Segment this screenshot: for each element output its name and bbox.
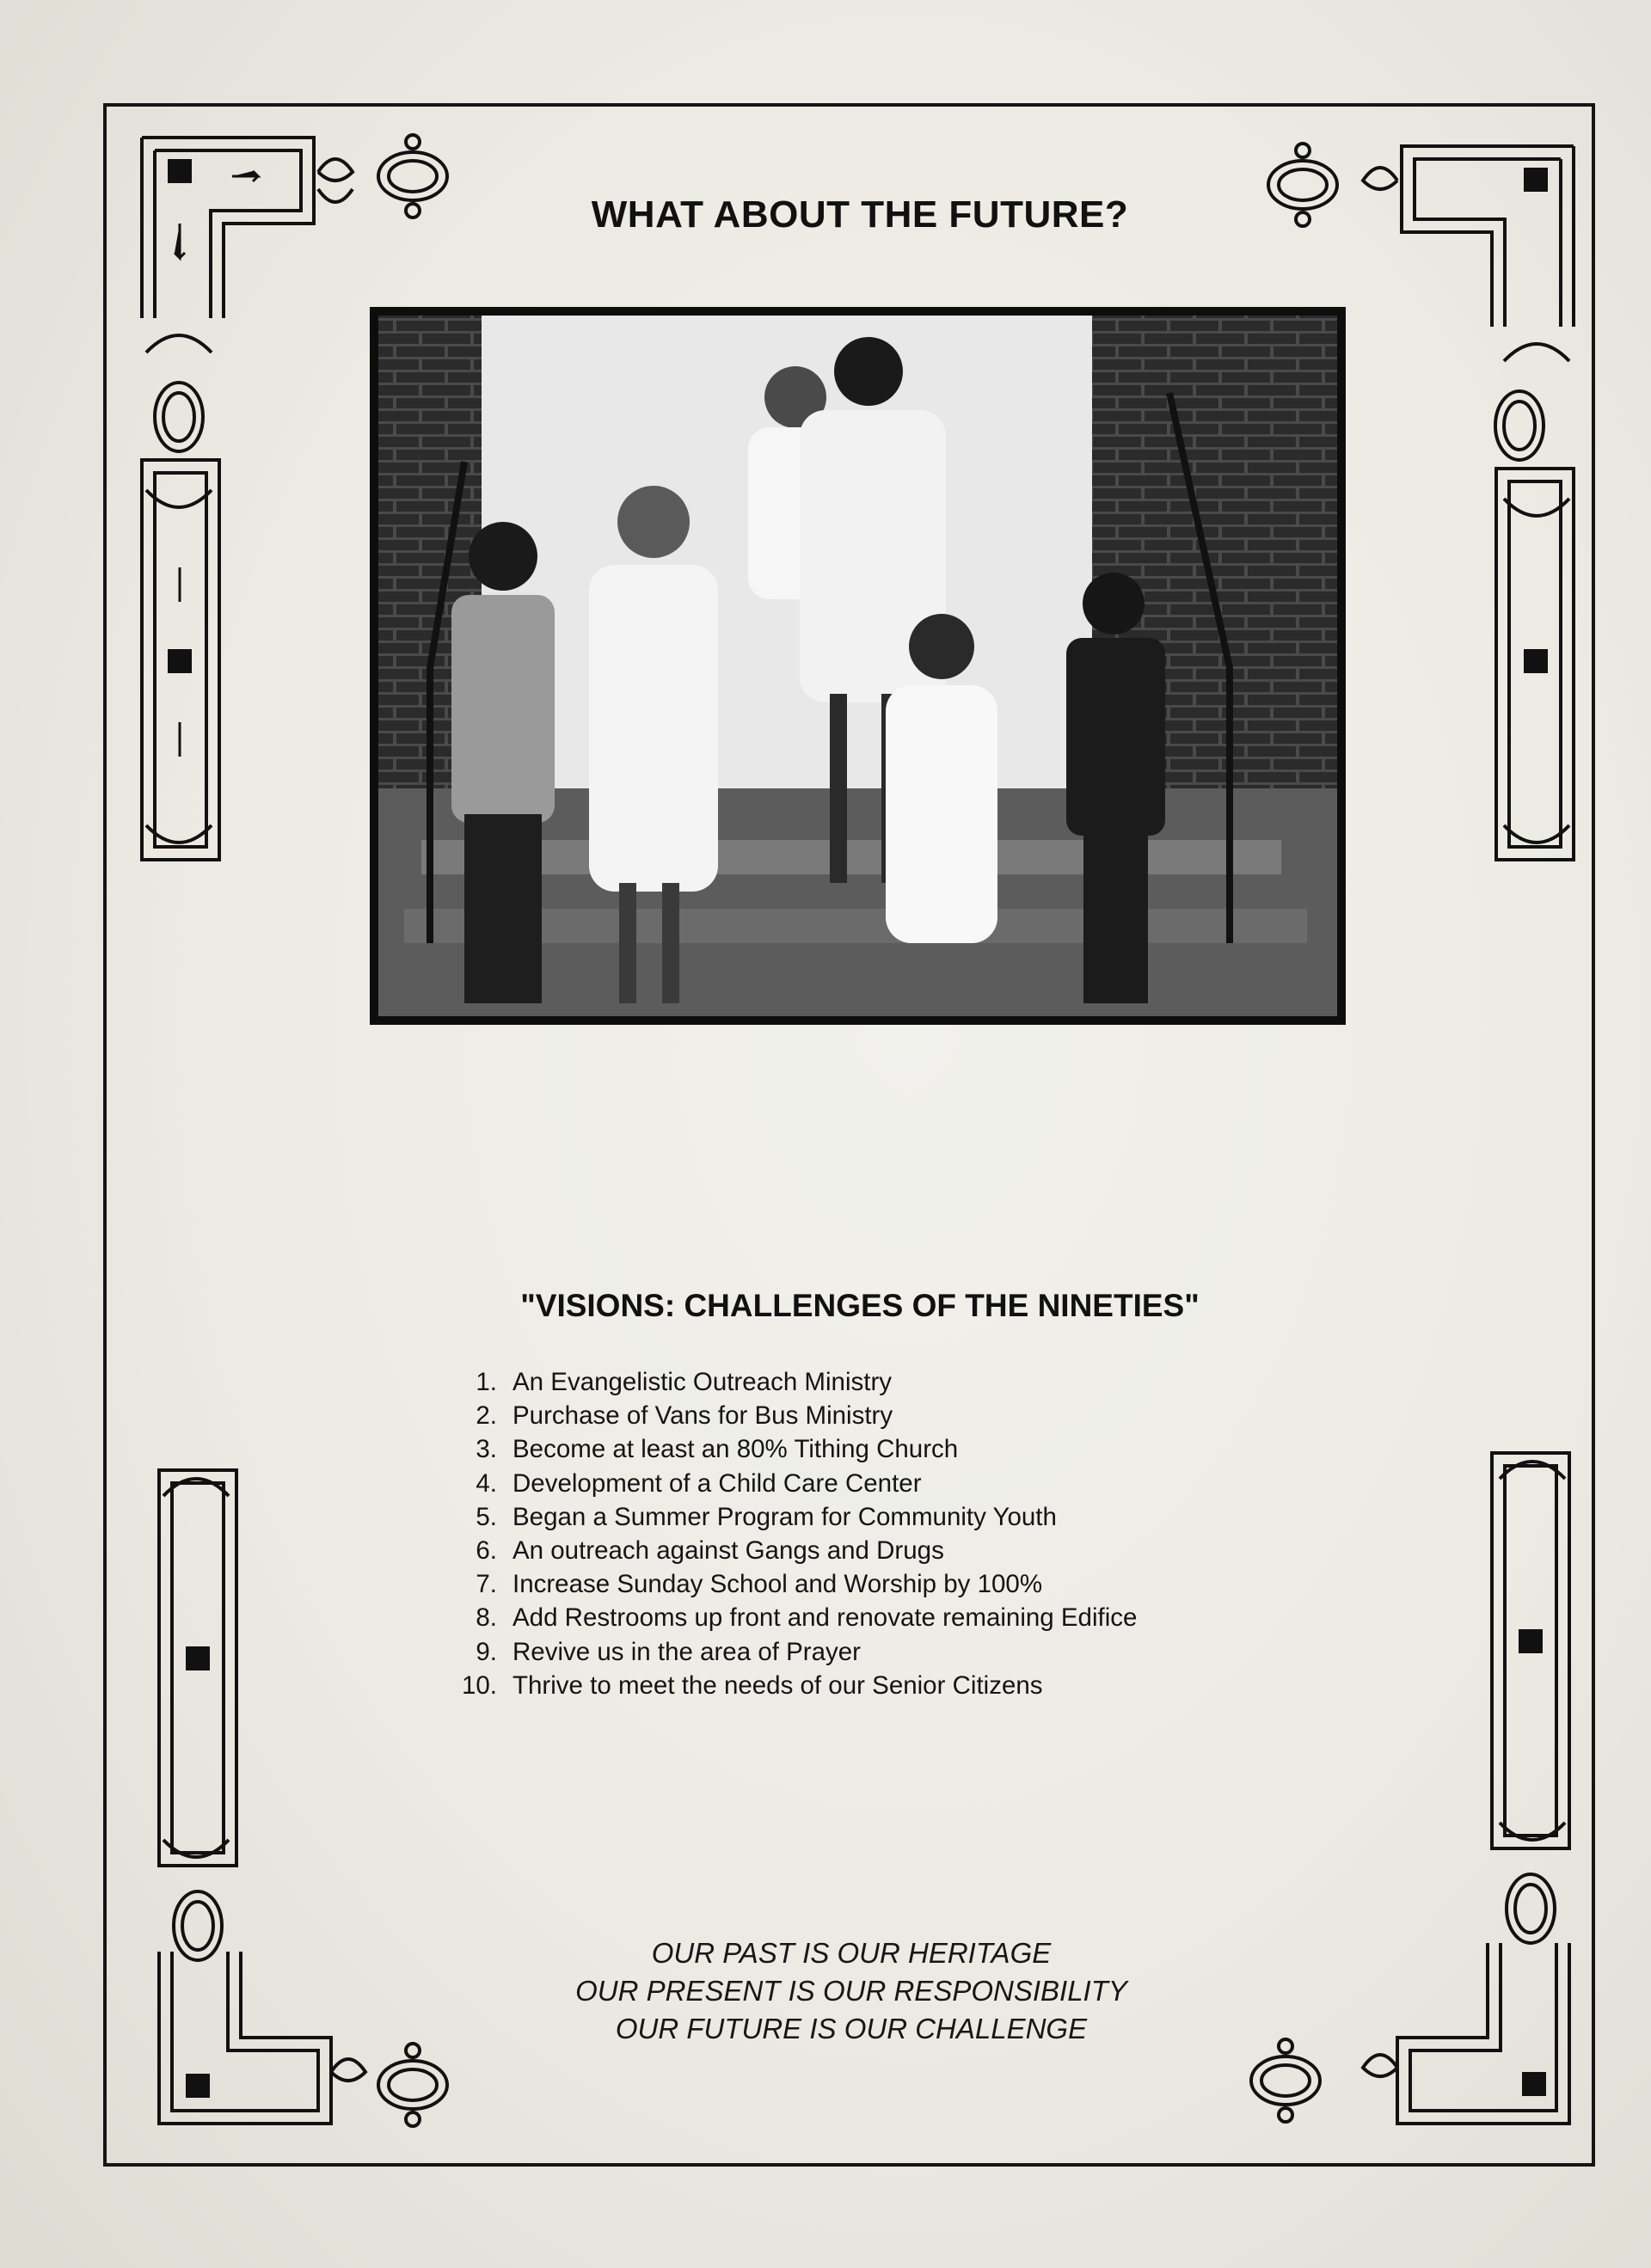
list-item: 7. Increase Sunday School and Worship by 100% [476,1570,1043,1599]
list-item: 6. An outreach against Gangs and Drugs [476,1535,944,1565]
motto-line-future: OUR FUTURE IS OUR CHALLENGE [615,2013,1088,2044]
children-group-photo [370,307,1346,1025]
photo-image [370,307,1346,1025]
list-item: 4. Development of a Child Care Center [476,1468,922,1498]
visions-list [456,1365,1316,1702]
list-item: 9. Revive us in the area of Prayer [476,1637,862,1666]
list-item: 8. Add Restrooms up front and renovate remaining Edifice [476,1603,1138,1633]
motto-line-present: OUR PRESENT IS OUR RESPONSIBILITY [575,1975,1127,2007]
visions-heading: "VISIONS: CHALLENGES OF THE NINETIES" [520,1288,1200,1323]
list-item: 5. Began a Summer Program for Community Youth [476,1502,1057,1531]
list-item: 3. Become at least an 80% Tithing Church [476,1435,959,1464]
list-item: 1. An Evangelistic Outreach Ministry [476,1368,893,1396]
list-item: 10. Thrive to meet the needs of our Senior Citizens [461,1670,1043,1700]
motto-line-past: OUR PAST IS OUR HERITAGE [651,1937,1052,1969]
page-title: WHAT ABOUT THE FUTURE? [591,193,1129,236]
list-item: 2. Purchase of Vans for Bus Ministry [476,1401,893,1431]
motto-block [396,1934,1307,2048]
